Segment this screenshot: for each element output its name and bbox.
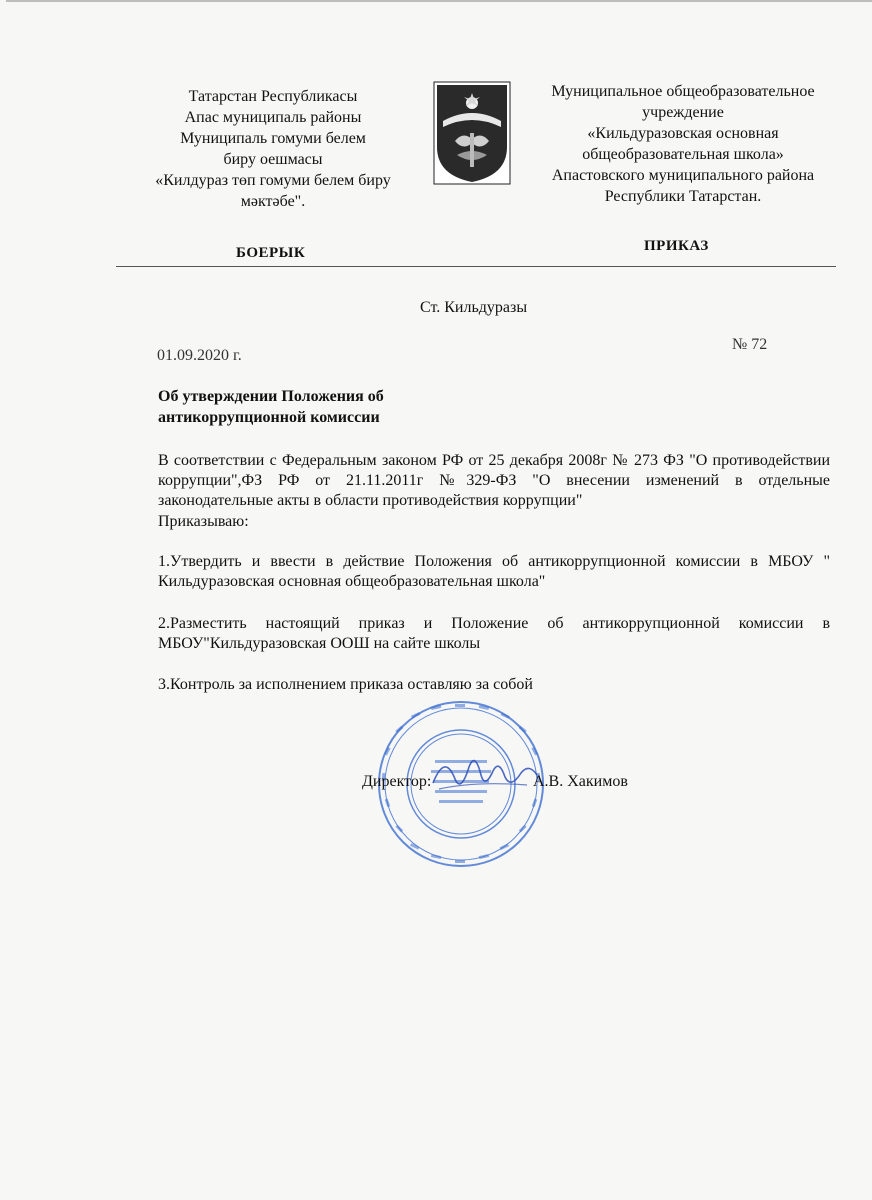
doc-type-russian: ПРИКАЗ xyxy=(644,238,709,254)
signer-name: А.В. Хакимов xyxy=(533,773,628,790)
handwritten-signature xyxy=(425,745,545,805)
scan-edge xyxy=(6,0,872,2)
order-word: Приказываю: xyxy=(158,513,249,530)
header-left-line: «Килдураз төп гомуми белем биру xyxy=(155,172,391,189)
preamble-paragraph: В соответствии с Федеральным законом РФ от 25 декабря 2008г № 273 ФЗ "О противодействии коррупции",ФЗ РФ от 21.11.2011г №329-ФЗ "О внесении изменений в отдельные законодательные акты в области противодействия коррупции" xyxy=(158,452,830,509)
subject-line: антикоррупционной комиссии xyxy=(158,409,380,426)
header-left-line: Апас муниципаль районы xyxy=(184,109,362,126)
header-divider xyxy=(116,266,836,267)
header-right-line: Республики Татарстан. xyxy=(604,188,762,205)
header-left-line: Татарстан Республикасы xyxy=(188,88,358,105)
header-left-line: биру оешмасы xyxy=(223,151,323,168)
header-right-line: Муниципальное общеобразовательное xyxy=(551,83,815,100)
order-date: 01.09.2020 г. xyxy=(157,347,242,364)
subject-line: Об утверждении Положения об xyxy=(158,388,384,405)
place-of-issue: Ст. Кильдуразы xyxy=(420,299,528,316)
order-item: 2.Разместить настоящий приказ и Положение об антикоррупционной комиссии в МБОУ"Кильдуразовская ООШ на сайте школы xyxy=(158,615,830,652)
header-tatar-block xyxy=(138,86,408,212)
order-number: № 72 xyxy=(732,336,768,353)
header-left-line: Муниципаль гомуми белем xyxy=(180,130,366,147)
header-left-line: мәктәбе". xyxy=(240,193,306,210)
header-right-line: «Кильдуразовская основная xyxy=(587,125,779,142)
coat-of-arms-icon xyxy=(433,81,511,185)
header-right-line: Апастовского муниципального района xyxy=(551,167,815,184)
header-right-line: общеобразовательная школа» xyxy=(582,146,784,163)
header-right-line: учреждение xyxy=(642,104,724,121)
order-item: 1.Утвердить и ввести в действие Положения об антикоррупционной комиссии в МБОУ " Кильдуразовская основная общеобразовательная школа" xyxy=(158,553,830,590)
doc-type-tatar: БОЕРЫК xyxy=(236,245,306,261)
signer-title: Директор: xyxy=(362,773,432,790)
order-subject xyxy=(158,386,384,428)
header-russian-block xyxy=(528,81,838,207)
order-item: 3.Контроль за исполнением приказа оставляю за собой xyxy=(158,676,533,693)
